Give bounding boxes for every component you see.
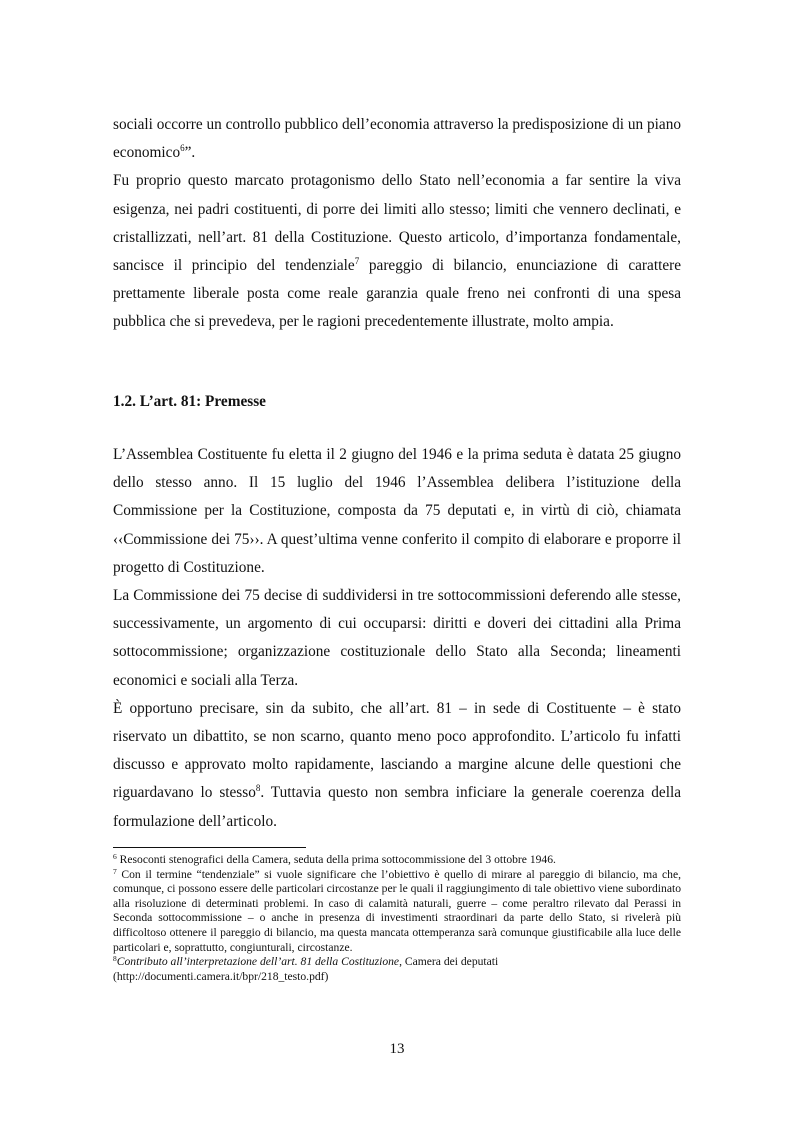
- text-run: È opportuno precisare, sin da subito, che all’art. 81 – in sede di Costituente – è stato riservato un dibattito, se non scarno, quanto meno poco approfondito. L’articolo fu infatti discusso e approvato molto rapidamente, lasciando a margine alcune delle questioni che riguardavano lo stesso: [113, 699, 681, 802]
- paragraph: [113, 695, 681, 836]
- text-run: sociali occorre un controllo pubblico dell’economia attraverso la predisposizione di un piano economico: [113, 116, 681, 162]
- cited-title: Contributo all’interpretazione dell’art. 81 della Costituzione: [116, 955, 400, 969]
- paragraph: La Commissione dei 75 decise di suddividersi in tre sottocommissioni deferendo alle stesse, successivamente, un argomento di cui occuparsi: diritti e doveri dei cittadini alla Prima sottocommissione; organizzazione costituzionale dello Stato alla Seconda; lineamenti economici e sociali alla Terza.: [113, 587, 681, 689]
- footnote-number: 7: [113, 866, 117, 876]
- footnote-ref-6[interactable]: 6: [180, 143, 185, 154]
- footnote-number: 6: [113, 852, 117, 861]
- text-run: pareggio di bilancio, enunciazione di carattere prettamente liberale posta come reale garanzia quale freno nei confronti di una spesa pubblica che si prevedeva, per le ragioni precedentemente illustrate, molto ampia.: [113, 257, 681, 331]
- intro-text: [113, 111, 681, 337]
- text-run: ”.: [184, 144, 196, 162]
- paragraph: [113, 111, 681, 167]
- footnote-text: Con il termine “tendenziale” si vuole significare che l’obiettivo è quello di mirare al pareggio di bilancio, ma che, comunque, ci possono essere delle particolari circostanze per le quali il raggiungimento di tale obiettivo viene subordinato alla risoluzione di determinati problemi. In caso di calamità naturali, guerre – come peraltro rilevato dal Perassi in Seconda sottocommissione – o anche in presenza di investimenti straordinari da parte dello Stato, si rivelerà più difficoltoso ottenere il pareggio di bilancio, ma questa mancata ottemperanza sarà comunque giustificabile alla luce delle particolari e, soprattutto, congiunturali, circostanze.: [113, 867, 681, 954]
- footnotes: [113, 853, 681, 984]
- text-run: Fu proprio questo marcato protagonismo dello Stato nell’economia a far sentire la viva esigenza, nei padri costituenti, di porre dei limiti allo stesso; limiti che vennero declinati, e cristallizzati, nell’art. 81 della Costituzione. Questo articolo, d’importanza fondamentale, sancisce il principio del tendenziale: [113, 172, 681, 275]
- footnote-separator: [113, 847, 306, 848]
- text-run: . Tuttavia questo non sembra inficiare la generale coerenza della formulazione dell’articolo.: [113, 784, 682, 830]
- page-number: 13: [389, 1041, 405, 1057]
- paragraph: [113, 167, 681, 336]
- footnote-6: [113, 853, 681, 868]
- footnote-number: 8: [113, 954, 117, 964]
- section-text: [113, 441, 681, 836]
- footnote-8: [113, 955, 681, 984]
- paragraph: L’Assemblea Costituente fu eletta il 2 giugno del 1946 e la prima seduta è datata 25 giugno dello stesso anno. Il 15 luglio del 1946 l’Assemblea delibera l’istituzione della Commissione per la Costituzione, composta da 75 deputati e, in virtù di ciò, chiamata ‹‹Commissione dei 75››. A quest’ultima venne conferito il compito di elaborare e proporre il progetto di Costituzione.: [113, 446, 681, 576]
- footnote-ref-7[interactable]: 7: [354, 256, 360, 267]
- footnote-7: [113, 868, 681, 956]
- section-heading: 1.2. L’art. 81: Premesse: [113, 393, 266, 410]
- footnote-text: , Camera dei deputati: [399, 955, 499, 969]
- footnote-url-link[interactable]: (http://documenti.camera.it/bpr/218_testo.pdf): [113, 969, 329, 983]
- footnote-ref-8[interactable]: 8: [255, 783, 261, 794]
- footnote-text: Resoconti stenografici della Camera, seduta della prima sottocommissione del 3 ottobre 1946.: [116, 853, 556, 866]
